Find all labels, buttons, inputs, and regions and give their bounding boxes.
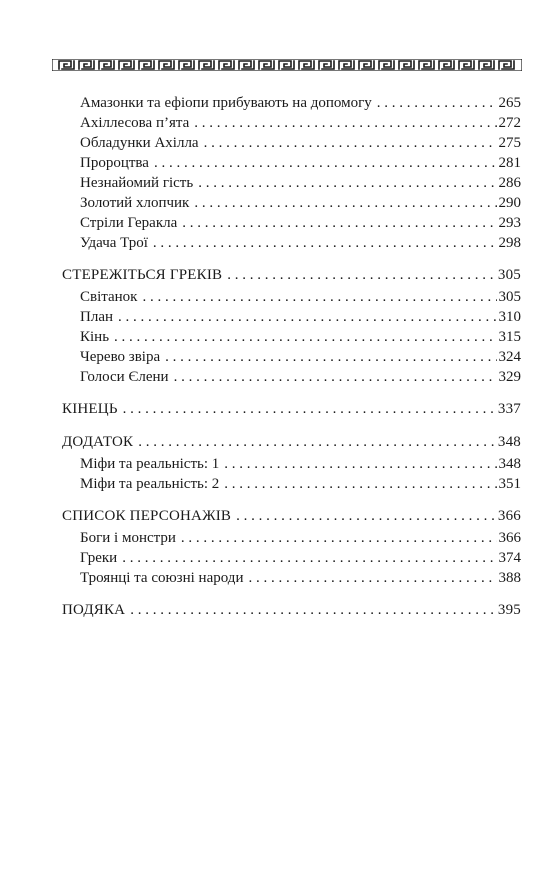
toc-section[interactable] bbox=[62, 432, 521, 452]
toc-item-title: Світанок bbox=[80, 289, 138, 305]
toc-item-page: 286 bbox=[498, 175, 521, 191]
toc-item[interactable] bbox=[80, 93, 521, 113]
toc-item-title: Ахіллесова п’ята bbox=[80, 115, 190, 131]
toc-section-page: 395 bbox=[497, 602, 521, 618]
toc-item[interactable] bbox=[80, 213, 521, 233]
toc-item-page: 281 bbox=[498, 155, 521, 171]
toc-section[interactable] bbox=[62, 265, 521, 285]
toc-item[interactable] bbox=[80, 307, 521, 327]
toc-item[interactable] bbox=[80, 347, 521, 367]
toc-item-title: Кінь bbox=[80, 329, 110, 345]
toc-item-page: 348 bbox=[498, 456, 521, 472]
toc-item[interactable] bbox=[80, 153, 521, 173]
toc-item-page: 388 bbox=[498, 570, 521, 586]
toc-item[interactable] bbox=[80, 528, 521, 548]
toc-section-page: 366 bbox=[497, 508, 521, 524]
dot-leader bbox=[248, 568, 496, 588]
dot-leader bbox=[224, 474, 496, 494]
toc-item-page: 315 bbox=[498, 329, 521, 345]
toc-section-title: ДОДАТОК bbox=[62, 434, 134, 450]
dot-leader bbox=[377, 93, 497, 113]
toc-item-title: Удача Трої bbox=[80, 235, 148, 251]
toc-item-title: План bbox=[80, 309, 114, 325]
toc-item[interactable] bbox=[80, 113, 521, 133]
toc-item-page: 293 bbox=[498, 215, 521, 231]
dot-leader bbox=[236, 506, 496, 526]
toc-section-page: 348 bbox=[497, 434, 521, 450]
toc-item-title: Голоси Єлени bbox=[80, 369, 169, 385]
toc-item-title: Золотий хлопчик bbox=[80, 195, 190, 211]
dot-leader bbox=[123, 399, 496, 419]
toc-item-title: Амазонки та ефіопи прибувають на допомогу bbox=[80, 95, 372, 111]
dot-leader bbox=[181, 528, 497, 548]
toc-item-page: 366 bbox=[498, 530, 521, 546]
toc-section[interactable] bbox=[62, 399, 521, 419]
dot-leader bbox=[153, 233, 497, 253]
toc-item[interactable] bbox=[80, 327, 521, 347]
toc-item[interactable] bbox=[80, 474, 521, 494]
toc-item-page: 351 bbox=[498, 476, 521, 492]
toc-item-title: Стріли Геракла bbox=[80, 215, 178, 231]
dot-leader bbox=[165, 347, 496, 367]
toc-item[interactable] bbox=[80, 193, 521, 213]
dot-leader bbox=[204, 133, 497, 153]
toc-item[interactable] bbox=[80, 133, 521, 153]
dot-leader bbox=[224, 454, 496, 474]
dot-leader bbox=[194, 193, 496, 213]
toc-item-page: 374 bbox=[498, 550, 521, 566]
toc-item-page: 305 bbox=[498, 289, 521, 305]
toc-item[interactable] bbox=[80, 548, 521, 568]
toc-item-title: Незнайомий гість bbox=[80, 175, 194, 191]
dot-leader bbox=[122, 548, 496, 568]
toc-item[interactable] bbox=[80, 173, 521, 193]
dot-leader bbox=[227, 265, 496, 285]
toc-item-title: Греки bbox=[80, 550, 118, 566]
toc-section-title: ПОДЯКА bbox=[62, 602, 126, 618]
toc-item[interactable] bbox=[80, 367, 521, 387]
toc-section[interactable] bbox=[62, 600, 521, 620]
toc-item-page: 310 bbox=[498, 309, 521, 325]
dot-leader bbox=[138, 432, 496, 452]
toc-item-title: Троянці та союзні народи bbox=[80, 570, 244, 586]
toc-item[interactable] bbox=[80, 568, 521, 588]
toc-section-page: 305 bbox=[497, 267, 521, 283]
dot-leader bbox=[182, 213, 496, 233]
toc-item-title: Черево звіра bbox=[80, 349, 161, 365]
toc-item[interactable] bbox=[80, 454, 521, 474]
toc-item-page: 329 bbox=[498, 369, 521, 385]
toc-item-title: Міфи та реальність: 1 bbox=[80, 456, 220, 472]
toc-section[interactable] bbox=[62, 506, 521, 526]
toc-item[interactable] bbox=[80, 287, 521, 307]
toc-item-title: Обладунки Ахілла bbox=[80, 135, 199, 151]
dot-leader bbox=[198, 173, 496, 193]
toc-item[interactable] bbox=[80, 233, 521, 253]
toc-section-title: СПИСОК ПЕРСОНАЖІВ bbox=[62, 508, 232, 524]
toc-section-title: КІНЕЦЬ bbox=[62, 401, 118, 417]
dot-leader bbox=[194, 113, 496, 133]
toc-item-page: 324 bbox=[498, 349, 521, 365]
dot-leader bbox=[154, 153, 497, 173]
toc-section-title: СТЕРЕЖІТЬСЯ ГРЕКІВ bbox=[62, 267, 223, 283]
dot-leader bbox=[114, 327, 496, 347]
toc-item-page: 290 bbox=[498, 195, 521, 211]
dot-leader bbox=[174, 367, 497, 387]
toc-item-page: 272 bbox=[498, 115, 521, 131]
toc-item-page: 298 bbox=[498, 235, 521, 251]
dot-leader bbox=[118, 307, 496, 327]
dot-leader bbox=[142, 287, 496, 307]
toc-item-title: Пророцтва bbox=[80, 155, 149, 171]
dot-leader bbox=[130, 600, 496, 620]
toc-item-title: Боги і монстри bbox=[80, 530, 176, 546]
toc-item-title: Міфи та реальність: 2 bbox=[80, 476, 220, 492]
toc-section-page: 337 bbox=[497, 401, 521, 417]
toc-item-page: 265 bbox=[498, 95, 521, 111]
toc-item-page: 275 bbox=[498, 135, 521, 151]
